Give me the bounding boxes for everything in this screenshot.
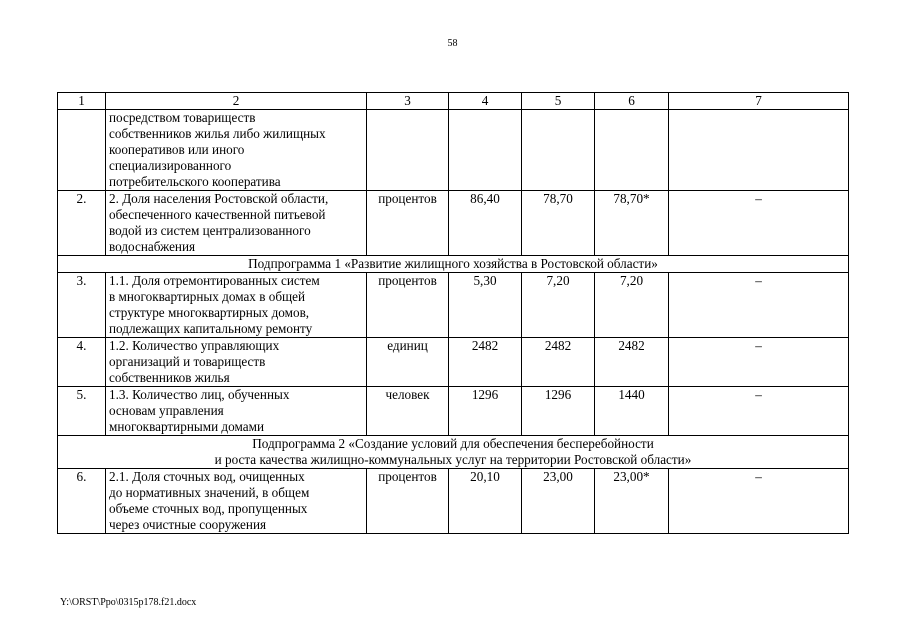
header-col-6: 6 <box>595 93 669 110</box>
value-col-4: 2482 <box>449 338 522 387</box>
unit-cell: процентов <box>367 191 449 256</box>
indicator-name-line: обеспеченного качественной питьевой <box>109 207 326 222</box>
subprogram-title-line: Подпрограмма 2 «Создание условий для обеспечения бесперебойности <box>252 436 654 451</box>
header-col-5: 5 <box>522 93 595 110</box>
indicator-name-line: до нормативных значений, в общем <box>109 485 310 500</box>
subprogram-title-line: и роста качества жилищно-коммунальных услуг на территории Ростовской области» <box>214 452 692 467</box>
header-col-2: 2 <box>106 93 367 110</box>
table-row <box>58 387 849 436</box>
value-col-6: 78,70* <box>595 191 669 256</box>
footer-file-path: Y:\ORST\Ppo\0315p178.f21.docx <box>60 597 197 608</box>
row-number: 2. <box>58 191 106 256</box>
indicator-name-line: кооперативов или иного <box>109 142 245 157</box>
value-col-7: – <box>669 338 849 387</box>
value-col-7: – <box>669 387 849 436</box>
value-col-4: 5,30 <box>449 273 522 338</box>
header-col-3: 3 <box>367 93 449 110</box>
indicator-name-line: водой из систем централизованного <box>109 223 311 238</box>
value-col-7 <box>669 110 849 191</box>
indicator-name-line: объеме сточных вод, пропущенных <box>109 501 308 516</box>
indicator-name-line: посредством товариществ <box>109 110 256 125</box>
indicator-name-line: основам управления <box>109 403 224 418</box>
row-number: 5. <box>58 387 106 436</box>
indicator-name <box>106 387 367 436</box>
value-col-5 <box>522 110 595 191</box>
unit-cell <box>367 110 449 191</box>
table-row <box>58 469 849 534</box>
value-col-6: 1440 <box>595 387 669 436</box>
value-col-5: 7,20 <box>522 273 595 338</box>
row-number: 3. <box>58 273 106 338</box>
table-row <box>58 191 849 256</box>
value-col-4 <box>449 110 522 191</box>
subprogram-title-line: Подпрограмма 1 «Развитие жилищного хозяйства в Ростовской области» <box>248 256 658 271</box>
value-col-6: 7,20 <box>595 273 669 338</box>
header-row <box>58 93 849 110</box>
indicator-name-line: 2.1. Доля сточных вод, очищенных <box>109 469 305 484</box>
value-col-6 <box>595 110 669 191</box>
indicator-name-line: 1.2. Количество управляющих <box>109 338 280 353</box>
header-col-7: 7 <box>669 93 849 110</box>
indicator-name-line: собственников жилья либо жилищных <box>109 126 326 141</box>
value-col-5: 1296 <box>522 387 595 436</box>
subprogram-title <box>58 436 849 469</box>
value-col-7: – <box>669 191 849 256</box>
row-number <box>58 110 106 191</box>
value-col-6: 23,00* <box>595 469 669 534</box>
row-number: 6. <box>58 469 106 534</box>
value-col-4: 86,40 <box>449 191 522 256</box>
indicator-name-line: в многоквартирных домах в общей <box>109 289 306 304</box>
subprogram-row <box>58 436 849 469</box>
indicator-name <box>106 338 367 387</box>
indicator-name-line: многоквартирными домами <box>109 419 264 434</box>
table-body <box>58 93 849 534</box>
indicator-name <box>106 469 367 534</box>
value-col-4: 20,10 <box>449 469 522 534</box>
indicator-name-line: организаций и товариществ <box>109 354 266 369</box>
value-col-5: 2482 <box>522 338 595 387</box>
indicator-name-line: 2. Доля населения Ростовской области, <box>109 191 329 206</box>
value-col-4: 1296 <box>449 387 522 436</box>
indicator-name-line: через очистные сооружения <box>109 517 267 532</box>
table-row <box>58 110 849 191</box>
unit-cell: человек <box>367 387 449 436</box>
indicator-name <box>106 191 367 256</box>
value-col-5: 23,00 <box>522 469 595 534</box>
row-number: 4. <box>58 338 106 387</box>
indicator-name-line: подлежащих капитальному ремонту <box>109 321 313 336</box>
indicator-name-line: потребительского кооператива <box>109 174 281 189</box>
indicator-name-line: 1.3. Количество лиц, обученных <box>109 387 290 402</box>
indicator-name-line: собственников жилья <box>109 370 230 385</box>
table-row <box>58 338 849 387</box>
header-col-4: 4 <box>449 93 522 110</box>
unit-cell: процентов <box>367 469 449 534</box>
value-col-6: 2482 <box>595 338 669 387</box>
subprogram-title <box>58 256 849 273</box>
indicator-name-line: водоснабжения <box>109 239 196 254</box>
indicator-name-line: 1.1. Доля отремонтированных систем <box>109 273 320 288</box>
indicator-name <box>106 273 367 338</box>
page-number: 58 <box>447 38 458 49</box>
indicator-name-line: специализированного <box>109 158 232 173</box>
value-col-5: 78,70 <box>522 191 595 256</box>
value-col-7: – <box>669 273 849 338</box>
unit-cell: процентов <box>367 273 449 338</box>
indicator-name-line: структуре многоквартирных домов, <box>109 305 310 320</box>
indicators-table <box>57 92 849 534</box>
indicator-name <box>106 110 367 191</box>
subprogram-row <box>58 256 849 273</box>
value-col-7: – <box>669 469 849 534</box>
unit-cell: единиц <box>367 338 449 387</box>
header-col-1: 1 <box>58 93 106 110</box>
table-row <box>58 273 849 338</box>
